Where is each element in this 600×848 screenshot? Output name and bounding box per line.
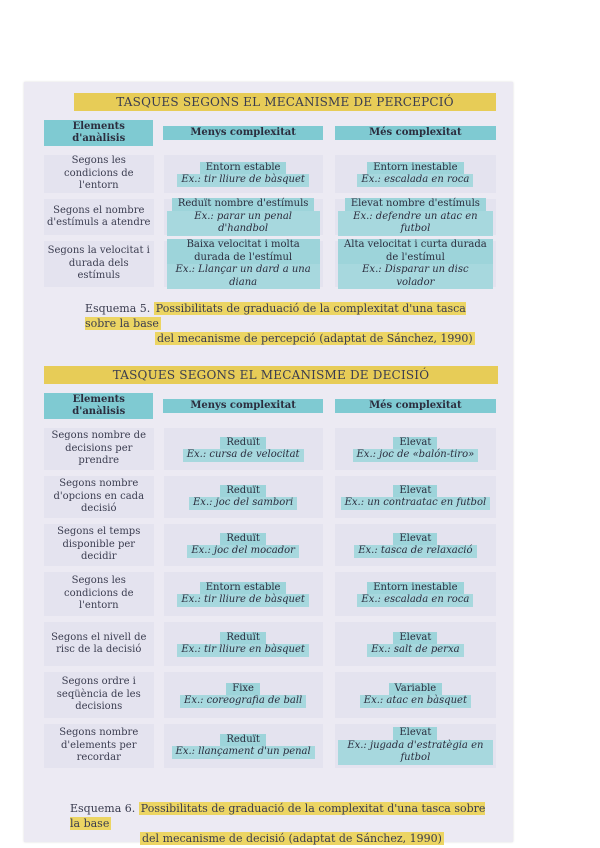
more-value: Variable [389, 683, 443, 696]
row-label: Segons el nombre d'estímuls a atendre [44, 199, 154, 235]
less-example: Ex.: coreografia de ball [180, 695, 306, 708]
caption-line2: del mecanisme de percepció (adaptat de Sánchez, 1990) [157, 332, 473, 345]
more-value: Entorn inestable [367, 582, 463, 595]
more-example: Ex.: joc de «balón-tiro» [353, 449, 479, 462]
more-value: Elevat nombre d'estímuls [345, 198, 486, 211]
more-value: Alta velocitat i curta durada de l'estímul [338, 239, 493, 264]
table-row [44, 524, 496, 566]
header-less: Menys complexitat [163, 126, 322, 140]
more-example: Ex.: un contraatac en futbol [341, 497, 491, 510]
header-elements: Elements d'anàlisis [44, 120, 153, 146]
row-label: Segons nombre d'opcions en cada decisió [44, 476, 154, 518]
more-example: Ex.: jugada d'estratègia en futbol [338, 740, 493, 765]
less-value: Reduït [220, 437, 266, 450]
less-example: Ex.: tir lliure en bàsquet [177, 644, 309, 657]
less-example: Ex.: tir lliure de bàsquet [177, 594, 309, 607]
table-row [44, 622, 496, 666]
header-more: Més complexitat [335, 399, 496, 413]
perception-title: TASQUES SEGONS EL MECANISME DE PERCEPCIÓ [74, 93, 496, 111]
table-row [44, 428, 496, 470]
caption-line2: del mecanisme de decisió (adaptat de Sánchez, 1990) [142, 832, 442, 845]
more-value: Elevat [393, 727, 437, 740]
row-label: Segons la velocitat i durada dels estímuls [44, 241, 154, 287]
less-example: Ex.: joc del sambori [189, 497, 297, 510]
more-example: Ex.: escalada en roca [357, 594, 473, 607]
more-example: Ex.: Disparar un disc volador [338, 264, 493, 289]
more-value: Elevat [393, 437, 437, 450]
decision-header-row [44, 390, 496, 422]
header-more: Més complexitat [335, 126, 496, 140]
table-row [44, 241, 496, 287]
row-label: Segons les condicions de l'entorn [44, 155, 154, 193]
less-example: Ex.: parar un penal d'handbol [167, 211, 320, 236]
less-value: Reduït [220, 485, 266, 498]
more-example: Ex.: salt de perxa [367, 644, 463, 657]
more-value: Elevat [393, 533, 437, 546]
table-row [44, 155, 496, 193]
decision-section [44, 366, 496, 768]
header-elements: Elements d'anàlisis [44, 393, 153, 419]
less-value: Entorn estable [200, 582, 287, 595]
less-value: Reduït [220, 734, 266, 747]
less-example: Ex.: cursa de velocitat [183, 449, 304, 462]
more-example: Ex.: atac en bàsquet [360, 695, 471, 708]
caption-line1: Possibilitats de graduació de la complexitat d'una tasca sobre la base [70, 802, 486, 830]
perception-caption [85, 301, 485, 346]
less-example: Ex.: Llançar un dard a una diana [167, 264, 320, 289]
less-value: Reduït [220, 533, 266, 546]
less-example: Ex.: tir lliure de bàsquet [177, 174, 309, 187]
more-value: Elevat [393, 485, 437, 498]
less-value: Entorn estable [200, 162, 287, 175]
table-row [44, 672, 496, 718]
less-example: Ex.: llançament d'un penal [172, 746, 315, 759]
less-value: Fixe [226, 683, 260, 696]
header-less: Menys complexitat [163, 399, 322, 413]
decision-title: TASQUES SEGONS EL MECANISME DE DECISIÓ [44, 366, 498, 384]
perception-header-row [44, 117, 496, 149]
caption-prefix: Esquema 5. [85, 302, 151, 315]
more-value: Entorn inestable [367, 162, 463, 175]
more-example: Ex.: defendre un atac en futbol [338, 211, 493, 236]
less-value: Reduït [220, 632, 266, 645]
less-value: Reduït nombre d'estímuls [172, 198, 315, 211]
caption-prefix: Esquema 6. [70, 802, 136, 815]
row-label: Segons el temps disponible per decidir [44, 524, 154, 566]
table-row [44, 572, 496, 616]
caption-line1: Possibilitats de graduació de la complexitat d'una tasca sobre la base [85, 302, 466, 330]
table-row [44, 724, 496, 768]
row-label: Segons nombre d'elements per recordar [44, 724, 154, 768]
row-label: Segons el nivell de risc de la decisió [44, 622, 154, 666]
more-example: Ex.: tasca de relaxació [354, 545, 476, 558]
table-row [44, 476, 496, 518]
decision-caption [70, 801, 490, 846]
table-row [44, 199, 496, 235]
perception-section [44, 93, 496, 287]
row-label: Segons nombre de decisions per prendre [44, 428, 154, 470]
less-value: Baixa velocitat i molta durada de l'estímul [167, 239, 320, 264]
less-example: Ex.: joc del mocador [187, 545, 299, 558]
row-label: Segons les condicions de l'entorn [44, 572, 154, 616]
row-label: Segons ordre i seqüència de les decisions [44, 672, 154, 718]
more-example: Ex.: escalada en roca [357, 174, 473, 187]
more-value: Elevat [393, 632, 437, 645]
